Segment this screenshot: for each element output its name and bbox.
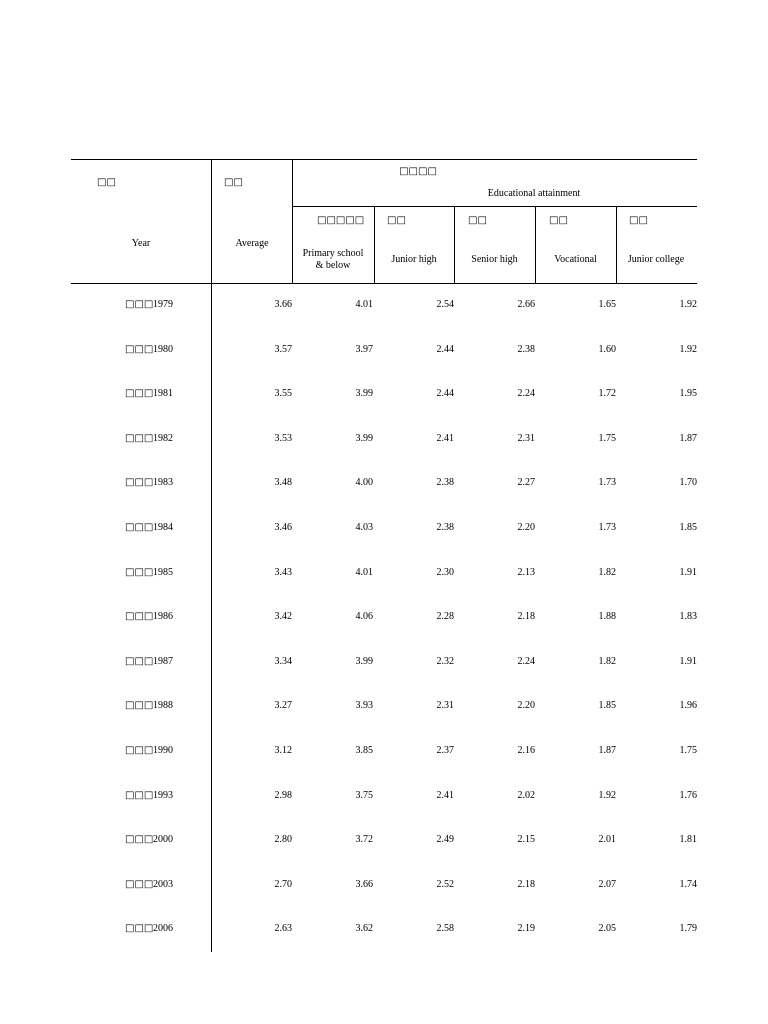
row-value-cell: 1.65 xyxy=(598,299,616,310)
row-value-cell: 2.18 xyxy=(517,611,535,622)
row-year: 1993 xyxy=(153,790,173,801)
table-row xyxy=(0,522,768,536)
row-value-cell: 3.75 xyxy=(355,790,373,801)
row-year: 1982 xyxy=(153,433,173,444)
row-value-cell: 1.82 xyxy=(598,656,616,667)
row-value-cell: 1.92 xyxy=(679,344,697,355)
row-era-label: □□□ xyxy=(125,745,154,756)
row-value-cell: 3.99 xyxy=(355,433,373,444)
table-row xyxy=(0,923,768,937)
year-header-en: Year xyxy=(131,238,151,249)
col-header-en-1: Junior high xyxy=(391,254,437,265)
row-value-cell: 3.99 xyxy=(355,388,373,399)
row-value-cell: 3.42 xyxy=(274,611,292,622)
row-value-cell: 3.99 xyxy=(355,656,373,667)
row-value-cell: 1.75 xyxy=(598,433,616,444)
row-value-cell: 1.92 xyxy=(679,299,697,310)
row-value-cell: 1.87 xyxy=(679,433,697,444)
row-value-cell: 3.34 xyxy=(274,656,292,667)
average-header-cjk: □□ xyxy=(224,177,243,188)
row-value-cell: 2.41 xyxy=(436,433,454,444)
col-header-cjk-4: □□ xyxy=(629,215,648,226)
row-value-cell: 2.27 xyxy=(517,477,535,488)
row-era-label: □□□ xyxy=(125,522,154,533)
row-value-cell: 2.20 xyxy=(517,522,535,533)
row-value-cell: 1.76 xyxy=(679,790,697,801)
row-value-cell: 2.49 xyxy=(436,834,454,845)
row-value-cell: 2.66 xyxy=(517,299,535,310)
row-value-cell: 1.92 xyxy=(598,790,616,801)
row-value-cell: 2.20 xyxy=(517,700,535,711)
row-era-label: □□□ xyxy=(125,344,154,355)
average-column-divider xyxy=(292,159,293,283)
row-value-cell: 4.01 xyxy=(355,567,373,578)
table-row xyxy=(0,477,768,491)
row-value-cell: 2.70 xyxy=(274,879,292,890)
row-value-cell: 3.53 xyxy=(274,433,292,444)
row-year: 1990 xyxy=(153,745,173,756)
row-value-cell: 4.01 xyxy=(355,299,373,310)
edu-subheader-rule xyxy=(293,206,697,207)
row-year: 1983 xyxy=(153,477,173,488)
row-year: 1979 xyxy=(153,299,173,310)
col-divider-2 xyxy=(454,206,455,283)
row-era-label: □□□ xyxy=(125,299,154,310)
row-value-cell: 2.63 xyxy=(274,923,292,934)
row-value-cell: 2.07 xyxy=(598,879,616,890)
row-year: 1987 xyxy=(153,656,173,667)
col-header-en-0-text: Primary school & below xyxy=(302,248,364,271)
row-value-cell: 1.81 xyxy=(679,834,697,845)
row-year: 1981 xyxy=(153,388,173,399)
row-year: 1980 xyxy=(153,344,173,355)
row-value-cell: 2.05 xyxy=(598,923,616,934)
table-row xyxy=(0,433,768,447)
row-value-cell: 3.27 xyxy=(274,700,292,711)
year-header-cjk: □□ xyxy=(97,177,116,188)
table-row xyxy=(0,299,768,313)
row-value-cell: 2.98 xyxy=(274,790,292,801)
row-era-label: □□□ xyxy=(125,567,154,578)
table-row xyxy=(0,567,768,581)
row-value-cell: 3.48 xyxy=(274,477,292,488)
row-value-cell: 1.85 xyxy=(598,700,616,711)
table-row xyxy=(0,611,768,625)
col-divider-1 xyxy=(374,206,375,283)
row-value-cell: 3.97 xyxy=(355,344,373,355)
row-value-cell: 2.41 xyxy=(436,790,454,801)
row-era-label: □□□ xyxy=(125,433,154,444)
row-value-cell: 2.24 xyxy=(517,388,535,399)
col-divider-4 xyxy=(616,206,617,283)
row-value-cell: 1.83 xyxy=(679,611,697,622)
row-year: 2000 xyxy=(153,834,173,845)
row-value-cell: 2.54 xyxy=(436,299,454,310)
row-value-cell: 3.57 xyxy=(274,344,292,355)
row-value-cell: 1.70 xyxy=(679,477,697,488)
col-header-cjk-2: □□ xyxy=(468,215,487,226)
row-era-label: □□□ xyxy=(125,879,154,890)
row-value-cell: 2.80 xyxy=(274,834,292,845)
row-value-cell: 1.60 xyxy=(598,344,616,355)
table-row xyxy=(0,790,768,804)
row-era-label: □□□ xyxy=(125,656,154,667)
row-value-cell: 3.55 xyxy=(274,388,292,399)
row-year: 1984 xyxy=(153,522,173,533)
average-header-en: Average xyxy=(235,238,269,249)
row-era-label: □□□ xyxy=(125,388,154,399)
table-row xyxy=(0,879,768,893)
row-value-cell: 2.19 xyxy=(517,923,535,934)
row-value-cell: 4.06 xyxy=(355,611,373,622)
row-value-cell: 2.31 xyxy=(517,433,535,444)
row-value-cell: 3.85 xyxy=(355,745,373,756)
row-value-cell: 2.30 xyxy=(436,567,454,578)
row-value-cell: 2.24 xyxy=(517,656,535,667)
row-value-cell: 2.38 xyxy=(436,522,454,533)
row-year: 1988 xyxy=(153,700,173,711)
row-value-cell: 3.46 xyxy=(274,522,292,533)
row-value-cell: 3.62 xyxy=(355,923,373,934)
row-value-cell: 1.87 xyxy=(598,745,616,756)
row-value-cell: 3.43 xyxy=(274,567,292,578)
col-header-en-0 xyxy=(294,248,372,272)
row-value-cell: 2.44 xyxy=(436,388,454,399)
row-value-cell: 2.18 xyxy=(517,879,535,890)
row-value-cell: 1.79 xyxy=(679,923,697,934)
row-value-cell: 3.66 xyxy=(355,879,373,890)
table-row xyxy=(0,700,768,714)
row-value-cell: 2.38 xyxy=(436,477,454,488)
col-header-en-3: Vocational xyxy=(554,254,597,265)
table-row xyxy=(0,745,768,759)
row-year: 1986 xyxy=(153,611,173,622)
table-row xyxy=(0,388,768,402)
row-era-label: □□□ xyxy=(125,923,154,934)
row-value-cell: 2.58 xyxy=(436,923,454,934)
row-value-cell: 1.91 xyxy=(679,656,697,667)
row-value-cell: 1.85 xyxy=(679,522,697,533)
row-value-cell: 4.03 xyxy=(355,522,373,533)
row-value-cell: 2.13 xyxy=(517,567,535,578)
row-year: 1985 xyxy=(153,567,173,578)
row-value-cell: 2.01 xyxy=(598,834,616,845)
row-year: 2003 xyxy=(153,879,173,890)
row-value-cell: 1.73 xyxy=(598,522,616,533)
row-value-cell: 1.91 xyxy=(679,567,697,578)
row-era-label: □□□ xyxy=(125,834,154,845)
row-value-cell: 2.38 xyxy=(517,344,535,355)
row-value-cell: 1.75 xyxy=(679,745,697,756)
row-value-cell: 3.72 xyxy=(355,834,373,845)
row-value-cell: 3.93 xyxy=(355,700,373,711)
col-header-cjk-0: □□□□□ xyxy=(317,215,365,226)
row-era-label: □□□ xyxy=(125,611,154,622)
row-value-cell: 3.66 xyxy=(274,299,292,310)
col-header-cjk-1: □□ xyxy=(387,215,406,226)
table-top-rule xyxy=(71,159,697,160)
header-bottom-rule xyxy=(71,283,697,284)
row-value-cell: 2.16 xyxy=(517,745,535,756)
row-era-label: □□□ xyxy=(125,477,154,488)
row-value-cell: 2.15 xyxy=(517,834,535,845)
edu-header-cjk: □□□□ xyxy=(399,166,437,177)
row-value-cell: 2.02 xyxy=(517,790,535,801)
row-value-cell: 1.74 xyxy=(679,879,697,890)
col-divider-3 xyxy=(535,206,536,283)
row-value-cell: 1.82 xyxy=(598,567,616,578)
row-value-cell: 2.28 xyxy=(436,611,454,622)
edu-header-en: Educational attainment xyxy=(487,188,581,199)
row-value-cell: 2.52 xyxy=(436,879,454,890)
col-header-en-2: Senior high xyxy=(471,254,518,265)
row-value-cell: 1.96 xyxy=(679,700,697,711)
row-value-cell: 2.32 xyxy=(436,656,454,667)
row-value-cell: 2.37 xyxy=(436,745,454,756)
row-year: 2006 xyxy=(153,923,173,934)
row-value-cell: 4.00 xyxy=(355,477,373,488)
table-row xyxy=(0,344,768,358)
table-row xyxy=(0,834,768,848)
row-value-cell: 1.95 xyxy=(679,388,697,399)
row-value-cell: 2.31 xyxy=(436,700,454,711)
row-value-cell: 1.72 xyxy=(598,388,616,399)
row-value-cell: 1.73 xyxy=(598,477,616,488)
row-value-cell: 2.44 xyxy=(436,344,454,355)
col-header-cjk-3: □□ xyxy=(549,215,568,226)
col-header-en-4: Junior college xyxy=(627,254,685,265)
row-value-cell: 3.12 xyxy=(274,745,292,756)
table-row xyxy=(0,656,768,670)
row-era-label: □□□ xyxy=(125,790,154,801)
row-era-label: □□□ xyxy=(125,700,154,711)
row-value-cell: 1.88 xyxy=(598,611,616,622)
